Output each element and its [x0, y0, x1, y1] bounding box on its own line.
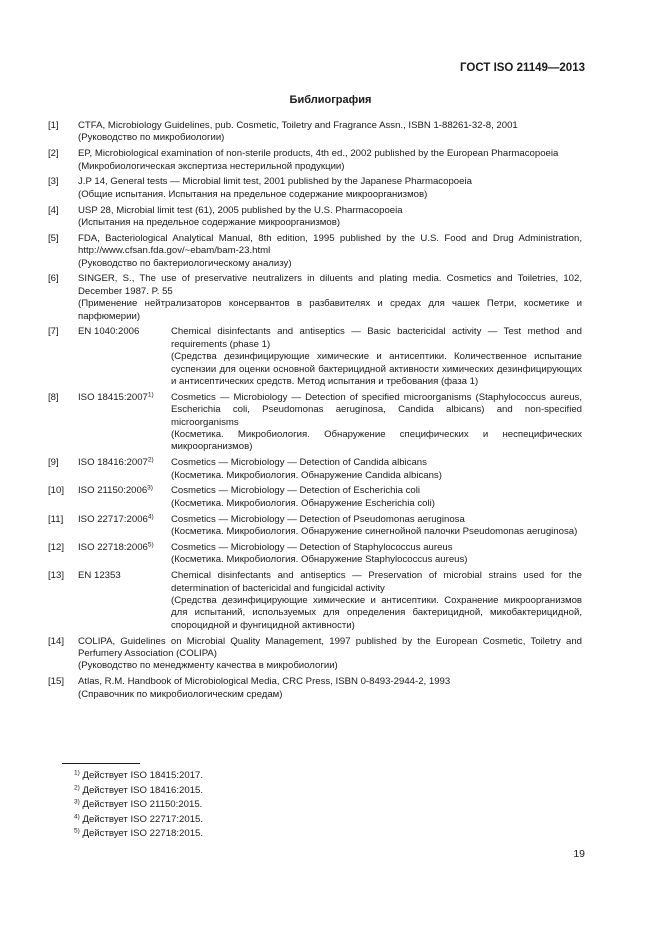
- footnotes: [74, 769, 203, 842]
- standard-designation: [78, 570, 121, 582]
- list-item: [48, 205, 582, 230]
- reference-text: Chemical disinfectants and antiseptics — Basic bactericidal activity — Test method and requirements (phase 1): [171, 326, 582, 350]
- list-item: [48, 148, 582, 173]
- reference-text: Cosmetics — Microbiology — Detection of specified microorganisms (Staphylococcus aureus, Escherichia coli, Pseudomonas aeruginosa, Candida albicans) and non-specified microorganisms: [171, 391, 582, 428]
- reference-text: SINGER, S., The use of preservative neutralizers in diluents and plating media. Cosmetics and Toiletries, 102, December 1987. P. 55: [78, 273, 582, 297]
- reference-translation: (Косметика. Микробиология. Обнаружение Staphylococcus aureus): [171, 554, 468, 566]
- standard-designation: [78, 457, 154, 469]
- list-item: [48, 636, 582, 673]
- reference-text: Chemical disinfectants and antiseptics — Preservation of microbial strains used for the determination of bactericidal and fungicidal activity: [171, 570, 582, 594]
- footnote: [74, 827, 203, 842]
- list-item: [48, 392, 582, 454]
- list-item: [48, 485, 582, 510]
- footnote-marker: 4): [147, 513, 154, 521]
- footnote-marker: 5): [147, 541, 154, 549]
- reference-text: COLIPA, Guidelines on Microbial Quality Management, 1997 published by the European Cosmetic, Toiletry and Perfumery Association (COLIPA): [78, 635, 582, 659]
- standard-designation-text: ISO 21150:2006: [78, 485, 148, 497]
- footnote-marker: 3): [147, 484, 153, 492]
- standard-designation: [78, 392, 154, 404]
- footnote-mark: 4): [74, 813, 80, 821]
- reference-number: [8]: [48, 391, 59, 403]
- standard-designation-text: ISO 22717:2006: [78, 513, 148, 525]
- footnote-text: Действует ISO 21150:2015.: [82, 799, 203, 811]
- list-item: [48, 120, 582, 145]
- list-item: [48, 273, 582, 323]
- reference-number: [3]: [48, 176, 59, 188]
- footnote-mark: 5): [74, 827, 80, 835]
- reference-translation: (Испытания на предельное содержание микроорганизмов): [78, 217, 341, 229]
- reference-translation: (Руководство по менеджменту качества в микробиологии): [78, 660, 338, 672]
- bibliography-list: [48, 120, 582, 704]
- standard-code: ГОСТ ISO 21149—2013: [460, 62, 585, 74]
- reference-text: EP, Microbiological examination of non-sterile products, 4th ed., 2002 published by the European Pharmacopoeia: [78, 148, 559, 160]
- reference-number: [15]: [48, 676, 65, 688]
- reference-number: [11]: [48, 513, 64, 525]
- standard-designation-text: ISO 22718:2006: [78, 541, 148, 553]
- footnote-text: Действует ISO 22717:2015.: [82, 813, 204, 825]
- reference-number: [14]: [48, 635, 65, 647]
- footnote: [74, 813, 203, 828]
- list-item: [48, 676, 582, 701]
- standard-designation: [78, 485, 153, 497]
- reference-text: Cosmetics — Microbiology — Detection of Pseudomonas aeruginosa: [171, 513, 465, 525]
- reference-translation: (Общие испытания. Испытания на предельное содержание микроорганизмов): [78, 188, 428, 200]
- list-item: [48, 233, 582, 270]
- reference-number: [9]: [48, 457, 59, 469]
- footnote-divider: [62, 763, 140, 764]
- reference-number: [5]: [48, 232, 59, 244]
- footnote-mark: 2): [74, 784, 80, 792]
- reference-text: Cosmetics — Microbiology — Detection of Escherichia coli: [171, 485, 420, 497]
- list-item: [48, 570, 582, 632]
- standard-designation: [78, 326, 139, 338]
- standard-designation-text: ISO 18415:2007: [78, 391, 148, 403]
- footnote-text: Действует ISO 18415:2017.: [82, 770, 204, 781]
- footnote: [74, 784, 203, 799]
- reference-number: [12]: [48, 541, 65, 553]
- footnote-marker: 2): [147, 456, 154, 464]
- reference-text: USP 28, Microbial limit test (61), 2005 published by the U.S. Pharmacopoeia: [78, 204, 403, 216]
- list-item: [48, 326, 582, 388]
- reference-number: [2]: [48, 148, 59, 160]
- reference-text: CTFA, Microbiology Guidelines, pub. Cosmetic, Toiletry and Fragrance Assn., ISBN 1-88261-32-8, 2001: [78, 120, 518, 131]
- reference-translation: (Косметика. Микробиология. Обнаружение синегнойной палочки Pseudomonas aeruginosa): [171, 526, 578, 538]
- list-item: [48, 176, 582, 201]
- list-item: [48, 514, 582, 539]
- footnote: [74, 769, 203, 784]
- reference-text: Cosmetics — Microbiology — Detection of Candida albicans: [171, 457, 427, 469]
- reference-translation: (Косметика. Микробиология. Обнаружение Candida albicans): [171, 469, 442, 481]
- footnote-mark: 3): [74, 798, 80, 806]
- reference-text: J.P 14, General tests — Microbial limit test, 2001 published by the Japanese Pharmacopoeia: [78, 176, 472, 188]
- reference-number: [7]: [48, 326, 59, 338]
- standard-designation-text: EN 1040:2006: [78, 326, 140, 338]
- standard-designation: [78, 542, 154, 554]
- reference-translation: (Средства дезинфицирующие химические и антисептики. Количественное испытание суспензии для оценки основной бактерицидной активности химических дезинфицирующих и антисептических средств. Метод испытания и требования (фаза 1): [171, 351, 582, 388]
- page-number: 19: [573, 848, 585, 860]
- reference-number: [10]: [48, 485, 65, 497]
- footnote-text: Действует ISO 22718:2015.: [82, 828, 204, 840]
- standard-designation: [78, 514, 154, 526]
- reference-number: [13]: [48, 570, 65, 582]
- reference-translation: (Микробиологическая экспертиза нестерильной продукции): [78, 160, 345, 172]
- reference-text: FDA, Bacteriological Analytical Manual, 8th edition, 1995 published by the U.S. Food and Drug Administration, http://www.cfsan.fda.gov/~ebam/bam-23.html: [78, 232, 582, 257]
- reference-translation: (Руководство по микробиологии): [78, 132, 225, 144]
- reference-translation: (Применение нейтрализаторов консервантов в разбавителях и средах для чашек Петри, косметике и парфюмерии): [78, 298, 582, 322]
- footnote-marker: 1): [147, 391, 154, 399]
- standard-designation-text: ISO 18416:2007: [78, 457, 148, 469]
- reference-number: [6]: [48, 273, 59, 285]
- footnote: [74, 798, 203, 813]
- reference-text: Atlas, R.M. Handbook of Microbiological Media, CRC Press, ISBN 0-8493-2944-2, 1993: [78, 676, 451, 688]
- reference-translation: (Средства дезинфицирующие химические и антисептики. Сохранение микроорганизмов для испытаний, используемых для определения бактерицидной, микобактерицидной, спороцидной и фунгицидной активности): [171, 594, 582, 631]
- reference-number: [1]: [48, 120, 59, 131]
- footnote-mark: 1): [74, 769, 80, 777]
- reference-translation: (Косметика. Микробиология. Обнаружение Escherichia coli): [171, 497, 435, 509]
- list-item: [48, 542, 582, 567]
- list-item: [48, 457, 582, 482]
- reference-translation: (Руководство по бактериологическому анализу): [78, 257, 292, 269]
- reference-number: [4]: [48, 204, 59, 216]
- page-title: Библиография: [289, 94, 372, 106]
- reference-translation: (Косметика. Микробиология. Обнаружение специфических и неспецифических микроорганизмов): [171, 429, 582, 453]
- footnote-text: Действует ISO 18416:2015.: [82, 784, 204, 796]
- standard-designation-text: EN 12353: [78, 570, 121, 582]
- reference-translation: (Справочник по микробиологическим средам): [78, 688, 283, 700]
- reference-text: Cosmetics — Microbiology — Detection of Staphylococcus aureus: [171, 541, 453, 553]
